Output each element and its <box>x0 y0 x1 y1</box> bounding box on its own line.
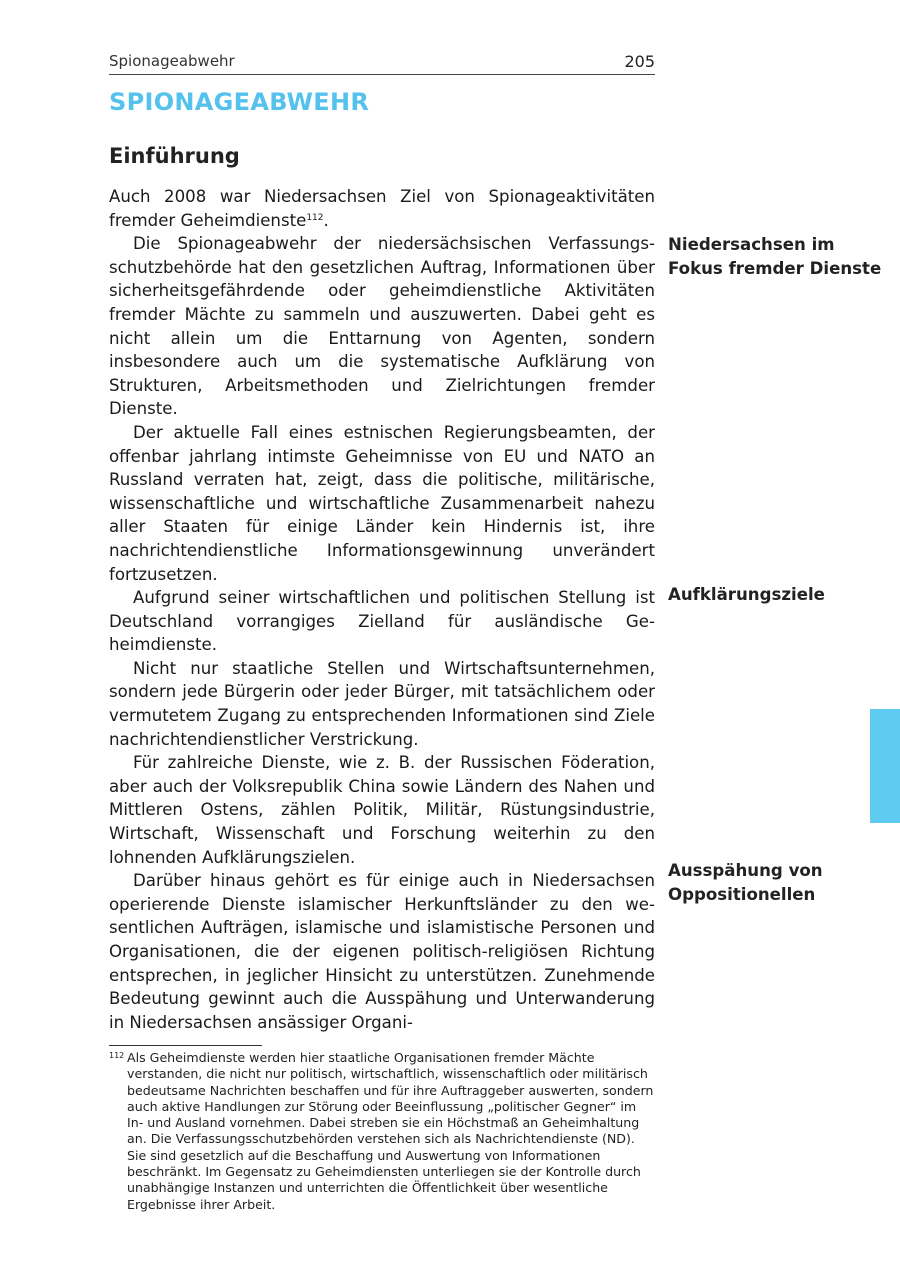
margin-note-ausspaehung: Ausspähung von Oppositionellen <box>668 861 823 904</box>
footnote-number: 112 <box>109 1051 125 1060</box>
footnote <box>109 1050 655 1213</box>
paragraph-intro: Auch 2008 war Niedersachsen Ziel von Spionageaktivitäten fremder Geheimdienste$^{112}$. <box>109 187 655 230</box>
page-number: 205 <box>624 52 655 71</box>
section-title: Einführung <box>109 144 240 168</box>
body-text <box>109 185 655 1034</box>
paragraph: Aufgrund seiner wirtschaftlichen und politischen Stellung ist Deutschland vorrangiges Zielland für ausländische Geheimdienste. <box>109 588 655 655</box>
chapter-title: SPIONAGEABWEHR <box>109 88 370 116</box>
paragraph: Für zahlreiche Dienste, wie z. B. der Russischen Föderation, aber auch der Volksrepublik China sowie Ländern des Nahen und Mittleren Ostens, zählen Politik, Militär, Rüstungsindustrie, Wirtschaft, Wissenschaft und Forschung weiterhin zu den lohnenden Aufklärungszielen. <box>109 753 655 867</box>
running-title: Spionageabwehr <box>109 52 235 70</box>
footnote-reference[interactable]: 112 <box>306 212 324 223</box>
chapter-tab-marker <box>870 709 900 823</box>
paragraph: Die Spionageabwehr der niedersächsischen Verfassungsschutzbehörde hat den gesetzlichen Auftrag, Informationen über sicherheitsgefährdende oder geheimdienstliche Aktivitäten fremder Mächte zu sammeln und auszuwerten. Dabei geht es nicht allein um die Enttarnung von Agenten, sondern insbesondere auch um die systematische Aufklärung von Strukturen, Arbeitsmethoden und Zielrichtungen fremder Dienste. <box>109 234 655 419</box>
paragraph: Der aktuelle Fall eines estnischen Regierungsbeamten, der offenbar jahrlang intimste Geheimnisse von EU und NATO an Russland verraten hat, zeigt, dass die politische, militärische, wissenschaftliche und wirtschaftliche Zusammenarbeit nahezu aller Staaten für einige Länder kein Hindernis ist, ihre nachrichtendienstliche Informationsgewinnung unverändert fortzusetzen. <box>109 422 655 584</box>
paragraph: Nicht nur staatliche Stellen und Wirtschaftsunternehmen, sondern jede Bürgerin oder jeder Bürger, mit tatsächlichem oder vermutetem Zugang zu entsprechenden Informationen sind Ziele nachrichtendienstlicher Verstrickung. <box>109 658 655 749</box>
running-header <box>109 52 655 75</box>
footnote-divider <box>109 1045 262 1046</box>
margin-note-fokus: Niedersachsen im Fokus fremder Dienste <box>668 235 882 278</box>
footnote-text: Als Geheimdienste werden hier staatliche Organisationen fremder Mächte verstanden, die nicht nur politisch, wirtschaftlich, wissenschaftlich oder militärisch bedeutsame Nachrichten beschaffen und für ihre Auftraggeber auswerten, sondern auch aktive Handlungen zur Störung oder Beeinflussung „politischer Gegner“ im In- und Ausland vornehmen. Dabei streben sie ein Höchstmaß an Geheimhaltung an. Die Verfassungsschutzbehörden verstehen sich als Nachrichtendienste (ND). Sie sind gesetzlich auf die Beschaffung und Auswertung von Informationen beschränkt. Im Gegensatz zu Geheimdiensten unterliegen sie der Kontrolle durch unabhängige Instanzen und unterrichten die Öffentlichkeit über wesentliche Ergebnisse ihrer Arbeit. <box>127 1050 654 1212</box>
paragraph: Darüber hinaus gehört es für einige auch in Niedersachsen operierende Dienste islamischer Herkunftsländer zu den wesentlichen Aufträgen, islamische und islamistische Personen und Organisationen, die der eigenen politisch-religiösen Richtung entsprechen, in jeglicher Hinsicht zu unterstützen. Zunehmende Bedeutung gewinnt auch die Ausspähung und Unterwanderung in Niedersachsen ansässiger Organi- <box>109 871 655 1032</box>
margin-note-aufklaerungsziele: Aufklärungsziele <box>668 585 825 604</box>
